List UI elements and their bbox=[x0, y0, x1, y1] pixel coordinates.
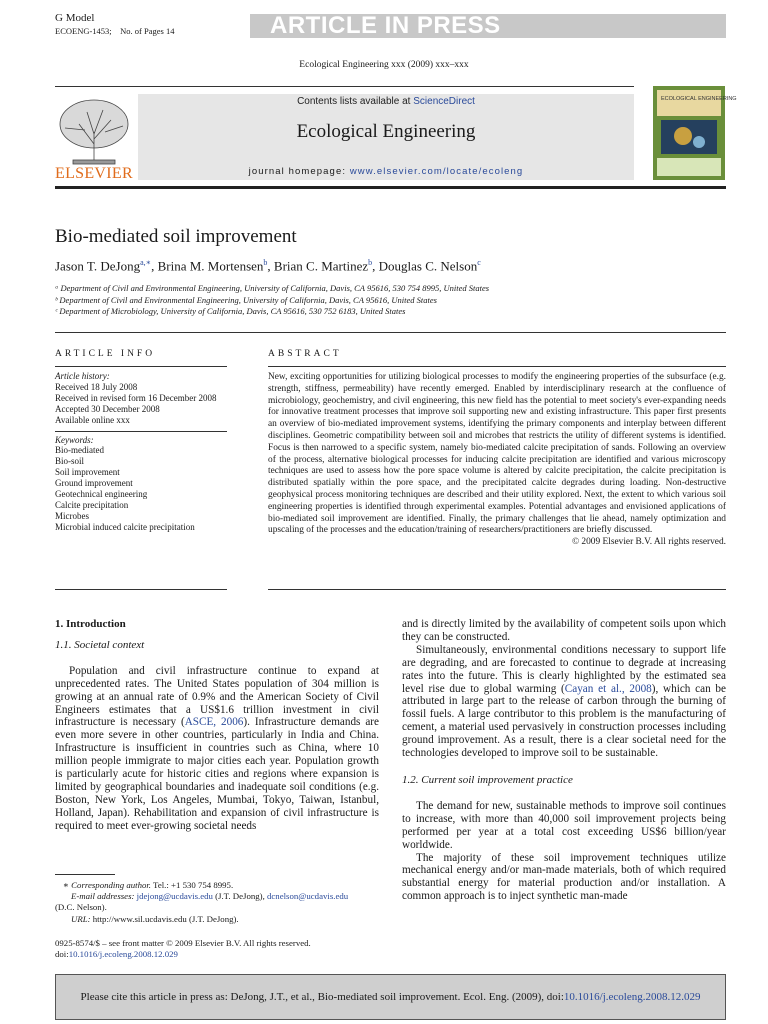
front-matter-line: 0925-8574/$ – see front matter © 2009 Elsevier B.V. All rights reserved. bbox=[55, 938, 311, 948]
keyword: Geotechnical engineering bbox=[55, 489, 148, 500]
article-info-rule bbox=[55, 366, 227, 367]
homepage-prefix: journal homepage: bbox=[248, 166, 350, 177]
cite-this-article-box bbox=[55, 974, 726, 1020]
keyword: Ground improvement bbox=[55, 478, 133, 489]
masthead-bottom-rule bbox=[55, 186, 726, 189]
keyword: Bio-soil bbox=[55, 456, 85, 467]
journal-homepage bbox=[138, 166, 634, 177]
page-count: No. of Pages 14 bbox=[120, 26, 175, 36]
article-info-box bbox=[55, 371, 227, 533]
keyword: Microbial induced calcite precipitation bbox=[55, 521, 195, 532]
email-link[interactable]: jdejong@ucdavis.edu bbox=[136, 891, 213, 902]
keyword: Soil improvement bbox=[55, 467, 120, 478]
cover-title: ECOLOGICAL ENGINEERING bbox=[661, 96, 737, 102]
history-item: Received 18 July 2008 bbox=[55, 381, 138, 392]
reference-link[interactable]: Cayan et al., 2008 bbox=[564, 682, 652, 695]
footnote-label: URL: bbox=[71, 913, 91, 924]
paragraph: The demand for new, sustainable methods to improve soil continues to increase, with more than 40,000 soil improvement projects being performed per year at a total cost exceeding US$6 billion/year worldwide. bbox=[402, 799, 726, 851]
body-column-right bbox=[402, 618, 726, 903]
history-label: Article history: bbox=[55, 371, 110, 381]
author-list bbox=[55, 258, 481, 274]
doi-link[interactable]: 10.1016/j.ecoleng.2008.12.029 bbox=[68, 949, 178, 960]
abstract-bottom-rule bbox=[268, 589, 726, 590]
article-title: Bio-mediated soil improvement bbox=[55, 226, 297, 247]
homepage-link[interactable]: www.elsevier.com/locate/ecoleng bbox=[349, 166, 524, 177]
abstract-body bbox=[268, 372, 726, 549]
affiliations bbox=[55, 283, 489, 318]
ref-line bbox=[55, 25, 174, 38]
footnote-text: (J.T. DeJong), bbox=[212, 891, 267, 902]
sciencedirect-link[interactable]: ScienceDirect bbox=[413, 96, 475, 107]
author-separator: , bbox=[267, 258, 274, 274]
abstract-copyright: © 2009 Elsevier B.V. All rights reserved. bbox=[571, 537, 726, 548]
paragraph-text: ), which can be attributed in large part to the release of carbon through the burning of fossil fuels. A large contributor to this problem is the manufacturing of cement, a material used pervasively in construction processes including ground improvement. As a result, there is a clear societal need for the technologies developed to improve soil to be sustainable. bbox=[402, 682, 726, 760]
footnotes bbox=[55, 880, 379, 925]
author-name: Brina M. Mortensen bbox=[157, 258, 264, 274]
journal-name: Ecological Engineering bbox=[296, 121, 476, 142]
paragraph-text: ). Infrastructure demands are even more severe in other countries, particularly in India and China. Infrastructure is insufficient in countries such as China, where 10 million people immigrate to major cities each year. Population growth is particularly acute for historic cities and regions where expansion is limited by geographical boundaries and inadequate soil conditions (e.g. Boston, New York, Los Angeles, Mumbai, Tokyo, Taiwan, Istanbul, Holland, Japan). Rehabilitation and expansion of civil infrastructure is required to meet ever-growing societal needs bbox=[55, 716, 379, 832]
author-separator: , bbox=[372, 258, 379, 274]
paragraph: The majority of these soil improvement techniques utilize mechanical energy and/or man-made materials, both of which required substantial energy for material production and/or installation. A common approach is to inject synthetic man-made bbox=[402, 851, 726, 903]
header-rule bbox=[55, 86, 634, 87]
subsection-heading: 1.2. Current soil improvement practice bbox=[402, 773, 573, 786]
keywords-label: Keywords: bbox=[55, 434, 94, 445]
abstract-text: New, exciting opportunities for utilizing biological processes to modify the engineering properties of the subsurface (e.g. strength, stiffness, permeability) have recently emerged. Enabled by interdisciplinary research at the confluence of microbiology, geochemistry, and civil engineering, this new field has the potential to meet society's ever-expanding needs for innovative treatment processes that improve soil supporting new and existing infrastructure. This paper first presents an overview of bio-mediated improvement systems, identifying the primary components and interplay between different disciplines. Geometric compatibility between soil and microbes that restricts the utility of different systems is identified. Focus is then narrowed to a specific system, namely bio-mediated calcite precipitation of sands. Following an overview of the process, alternative biological processes for inducing calcite precipitation are identified and various microscopy techniques are used to assess how the pore space volume is altered by calcite precipitation, the calcite precipitation is distributed spatially within the pore space, and the precipitated calcite degrades during loading. Non-destructive geophysical process monitoring techniques are described and their utility explored. Next, the extent to which various soil engineering properties is identified through experimental examples. Potential advantages and envisioned applications of bio-mediated soil improvement are identified. Finally, the primary challenges that lie ahead, namely optimization and upscaling of the processes and the education/training of researchers/practitioners are briefly discussed. bbox=[268, 372, 726, 536]
keyword: Calcite precipitation bbox=[55, 499, 129, 510]
section-heading: 1. Introduction bbox=[55, 618, 126, 630]
affiliation: ᵃ Department of Civil and Environmental Engineering, University of California, Davis, CA 95616, 530 754 8995, United States bbox=[55, 283, 490, 293]
contents-line bbox=[138, 96, 634, 107]
paragraph bbox=[402, 644, 726, 760]
running-header-left bbox=[55, 12, 174, 38]
footnote-text: (D.C. Nelson). bbox=[55, 902, 107, 913]
author-separator: , bbox=[151, 258, 158, 274]
footnote-emails bbox=[55, 891, 379, 902]
keywords-rule bbox=[55, 431, 227, 432]
paragraph bbox=[55, 665, 379, 833]
abstract-rule bbox=[268, 366, 726, 367]
article-in-press-banner: ARTICLE IN PRESS bbox=[250, 14, 726, 38]
author-name: Douglas C. Nelson bbox=[378, 258, 478, 274]
paragraph-text: Population and civil infrastructure continue to expand at unprecedented rates. The United States population of 304 million is growing at an annual rate of 0.9% and the American Society of Civil Engineers estimates that a US$1.6 trillion investment in civil infrastructure is necessary ( bbox=[55, 664, 379, 729]
author-name: Brian C. Martinez bbox=[273, 258, 369, 274]
footnote-text: Tel.: +1 530 754 8995. bbox=[151, 880, 234, 890]
body-column-left bbox=[55, 618, 379, 833]
footnote-rule bbox=[55, 874, 115, 875]
paragraph-text: Simultaneously, environmental conditions necessary to support life are degrading, and are forecasted to continue to degrade at increasing rates into the future. This is clearly highlighted by the estimated sea level rise due to global warming ( bbox=[402, 643, 726, 695]
article-info-bottom-rule bbox=[55, 589, 227, 590]
history-item: Available online xxx bbox=[55, 414, 130, 425]
article-ref: ECOENG-1453; bbox=[55, 26, 112, 36]
article-info-heading: ARTICLE INFO bbox=[55, 349, 156, 359]
title-block-rule bbox=[55, 332, 726, 333]
affiliation: ᶜ Department of Microbiology, University of California, Davis, CA 95616, 530 752 6183, United States bbox=[55, 306, 406, 316]
publisher-name: ELSEVIER bbox=[55, 165, 133, 182]
cite-doi-link[interactable]: 10.1016/j.ecoleng.2008.12.029 bbox=[563, 991, 701, 1003]
doi-line bbox=[55, 949, 385, 960]
history-item: Accepted 30 December 2008 bbox=[55, 403, 160, 414]
front-matter bbox=[55, 938, 385, 960]
subsection-heading: 1.1. Societal context bbox=[55, 638, 145, 651]
cite-text: Please cite this article in press as: DeJong, J.T., et al., Bio-mediated soil improvement. Ecol. Eng. (2009), doi: bbox=[80, 991, 564, 1003]
paragraph: and is directly limited by the availability of competent soils upon which they can be constructed. bbox=[402, 618, 726, 643]
footnote-corresponding bbox=[55, 880, 379, 891]
footnote-label: ∗ Corresponding author. bbox=[63, 880, 152, 890]
author-name: Jason T. DeJong bbox=[55, 258, 141, 274]
footnote-url bbox=[55, 914, 379, 925]
g-model-label: G Model bbox=[55, 12, 95, 24]
author-affil-marker[interactable]: a,∗ bbox=[140, 258, 152, 267]
footnote-text: http://www.sil.ucdavis.edu (J.T. DeJong). bbox=[90, 913, 239, 924]
footnote-label: E-mail addresses: bbox=[71, 891, 135, 902]
keyword: Microbes bbox=[55, 510, 89, 521]
reference-link[interactable]: ASCE, 2006 bbox=[184, 716, 244, 729]
author-affil-marker[interactable]: c bbox=[477, 258, 481, 267]
author-affil-marker[interactable]: b bbox=[263, 258, 268, 267]
abstract-heading: ABSTRACT bbox=[268, 349, 342, 359]
journal-citation: Ecological Engineering xxx (2009) xxx–xxx bbox=[299, 60, 469, 70]
affiliation: ᵇ Department of Civil and Environmental Engineering, University of California, Davis, CA 95616, United States bbox=[55, 294, 437, 305]
email-link[interactable]: dcnelson@ucdavis.edu bbox=[267, 891, 349, 902]
history-item: Received in revised form 16 December 2008 bbox=[55, 392, 217, 403]
journal-cover-image bbox=[653, 86, 737, 180]
keyword: Bio-mediated bbox=[55, 445, 104, 456]
doi-label: doi: bbox=[55, 949, 69, 960]
contents-prefix: Contents lists available at bbox=[297, 96, 414, 107]
author-affil-marker[interactable]: b bbox=[368, 258, 373, 267]
